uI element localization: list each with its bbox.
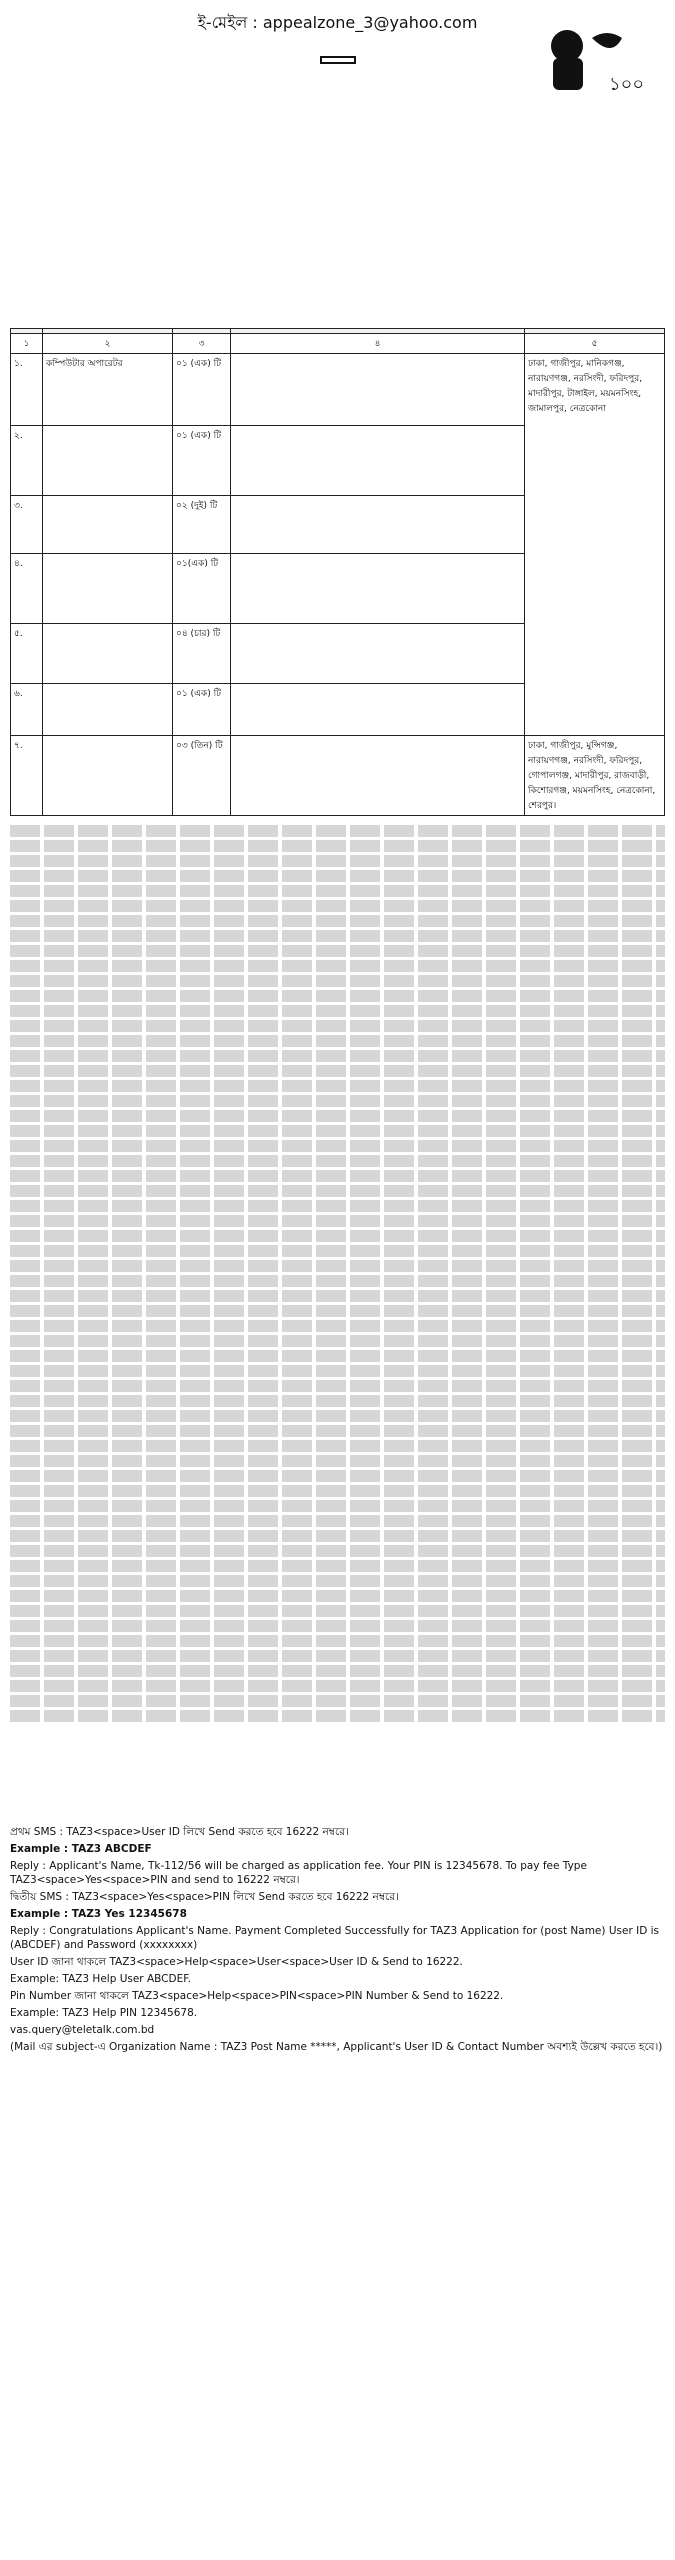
query-email-link[interactable]: vas.query@teletalk.com.bd bbox=[10, 2024, 155, 2036]
row-quantity: ০১(এক) টি bbox=[173, 554, 231, 624]
row-serial: ২. bbox=[11, 426, 43, 496]
row-qualification bbox=[231, 624, 525, 684]
row-post: কম্পিউটার অপারেটর bbox=[43, 354, 173, 426]
row-quantity: ০২ (দুই) টি bbox=[173, 496, 231, 554]
sms-reply-1: Reply : Applicant's Name, Tk-112/56 will be charged as application fee. Your PIN is 12345678. To pay fee Type TAZ3<space>Yes<space>PIN and send to 16222 নম্বরে। bbox=[10, 1860, 587, 1886]
row-quantity: ০৩ (তিন) টি bbox=[173, 736, 231, 816]
email-line: ই-মেইল : appealzone_3@yahoo.com bbox=[197, 13, 478, 32]
row-serial: ৭. bbox=[11, 736, 43, 816]
vacancy-table bbox=[10, 328, 665, 816]
row-quantity: ০৪ (চার) টি bbox=[173, 624, 231, 684]
mujib-100-logo bbox=[547, 18, 655, 98]
sms-example-2: Example : TAZ3 Yes 12345678 bbox=[10, 1908, 187, 1920]
row-serial: ৬. bbox=[11, 684, 43, 736]
colnum: ৫ bbox=[525, 334, 665, 354]
help-pin-example: Example: TAZ3 Help PIN 12345678. bbox=[10, 2007, 198, 2019]
row-qualification bbox=[231, 736, 525, 816]
row-post bbox=[43, 496, 173, 554]
mail-subject-line: (Mail এর subject-এ Organization Name : TAZ3 Post Name *****, Applicant's User ID & Contact Number অবশ্যই উল্লেখ করতে হবে।) bbox=[10, 2041, 663, 2053]
row-post bbox=[43, 624, 173, 684]
table-colnum-row bbox=[11, 334, 665, 354]
row-district: ঢাকা, গাজীপুর, মুন্সিগঞ্জ, নারায়ণগঞ্জ, নরসিংদী, ফরিদপুর, গোপালগঞ্জ, মাদারীপুর, রাজবাড়ী, কিশোরগঞ্জ, ময়মনসিংহ, নেত্রকোনা, শেরপুর। bbox=[525, 736, 665, 816]
sms-reply-2: Reply : Congratulations Applicant's Name. Payment Completed Successfully for TAZ3 Application for (post Name) User ID is (ABCDEF) and Password (xxxxxxxx) bbox=[10, 1925, 660, 1951]
row-qualification bbox=[231, 426, 525, 496]
table-row bbox=[11, 354, 665, 426]
sms-example-1: Example : TAZ3 ABCDEF bbox=[10, 1843, 152, 1855]
row-qualification bbox=[231, 354, 525, 426]
row-qualification bbox=[231, 684, 525, 736]
row-qualification bbox=[231, 554, 525, 624]
colnum: ৪ bbox=[231, 334, 525, 354]
help-user-example: Example: TAZ3 Help User ABCDEF. bbox=[10, 1973, 191, 1985]
help-user: User ID জানা থাকলে TAZ3<space>Help<space>User<space>User ID & Send to 16222. bbox=[10, 1956, 463, 1968]
rules-section bbox=[10, 822, 665, 2142]
colnum: ৩ bbox=[173, 334, 231, 354]
help-pin: Pin Number জানা থাকলে TAZ3<space>Help<space>PIN<space>PIN Number & Send to 16222. bbox=[10, 1990, 504, 2002]
row-serial: ১. bbox=[11, 354, 43, 426]
svg-text:১০০: ১০০ bbox=[609, 74, 645, 95]
colnum: ১ bbox=[11, 334, 43, 354]
row-post bbox=[43, 426, 173, 496]
intro-paragraph bbox=[10, 240, 665, 328]
row-post bbox=[43, 736, 173, 816]
row-qualification bbox=[231, 496, 525, 554]
colnum: ২ bbox=[43, 334, 173, 354]
row-post bbox=[43, 554, 173, 624]
row-quantity: ০১ (এক) টি bbox=[173, 354, 231, 426]
row-serial: ৩. bbox=[11, 496, 43, 554]
row-district: ঢাকা, গাজীপুর, মানিকগঞ্জ, নারায়ণগঞ্জ, নরসিংদী, ফরিদপুর, মাদারীপুর, টাঙ্গাইল, ময়মনসিংহ, জামালপুর, নেত্রকোনা bbox=[525, 354, 665, 736]
header bbox=[10, 10, 665, 240]
table-row bbox=[11, 736, 665, 816]
row-post bbox=[43, 684, 173, 736]
query-email[interactable] bbox=[10, 2023, 665, 2037]
row-quantity: ০১ (এক) টি bbox=[173, 684, 231, 736]
email: appealzone_3@yahoo.com bbox=[262, 13, 478, 32]
row-quantity: ০১ (এক) টি bbox=[173, 426, 231, 496]
sms-prompt-2: দ্বিতীয় SMS : TAZ3<space>Yes<space>PIN লিখে Send করতে হবে 16222 নম্বরে। bbox=[10, 1891, 399, 1903]
row-serial: ৫. bbox=[11, 624, 43, 684]
sms-instructions bbox=[10, 1825, 665, 2054]
sms-prompt-1: প্রথম SMS : TAZ3<space>User ID লিখে Send করতে হবে 16222 নম্বরে। bbox=[10, 1826, 349, 1838]
rules-placeholder bbox=[10, 825, 665, 1825]
notice-title-text bbox=[320, 56, 356, 64]
row-serial: ৪. bbox=[11, 554, 43, 624]
